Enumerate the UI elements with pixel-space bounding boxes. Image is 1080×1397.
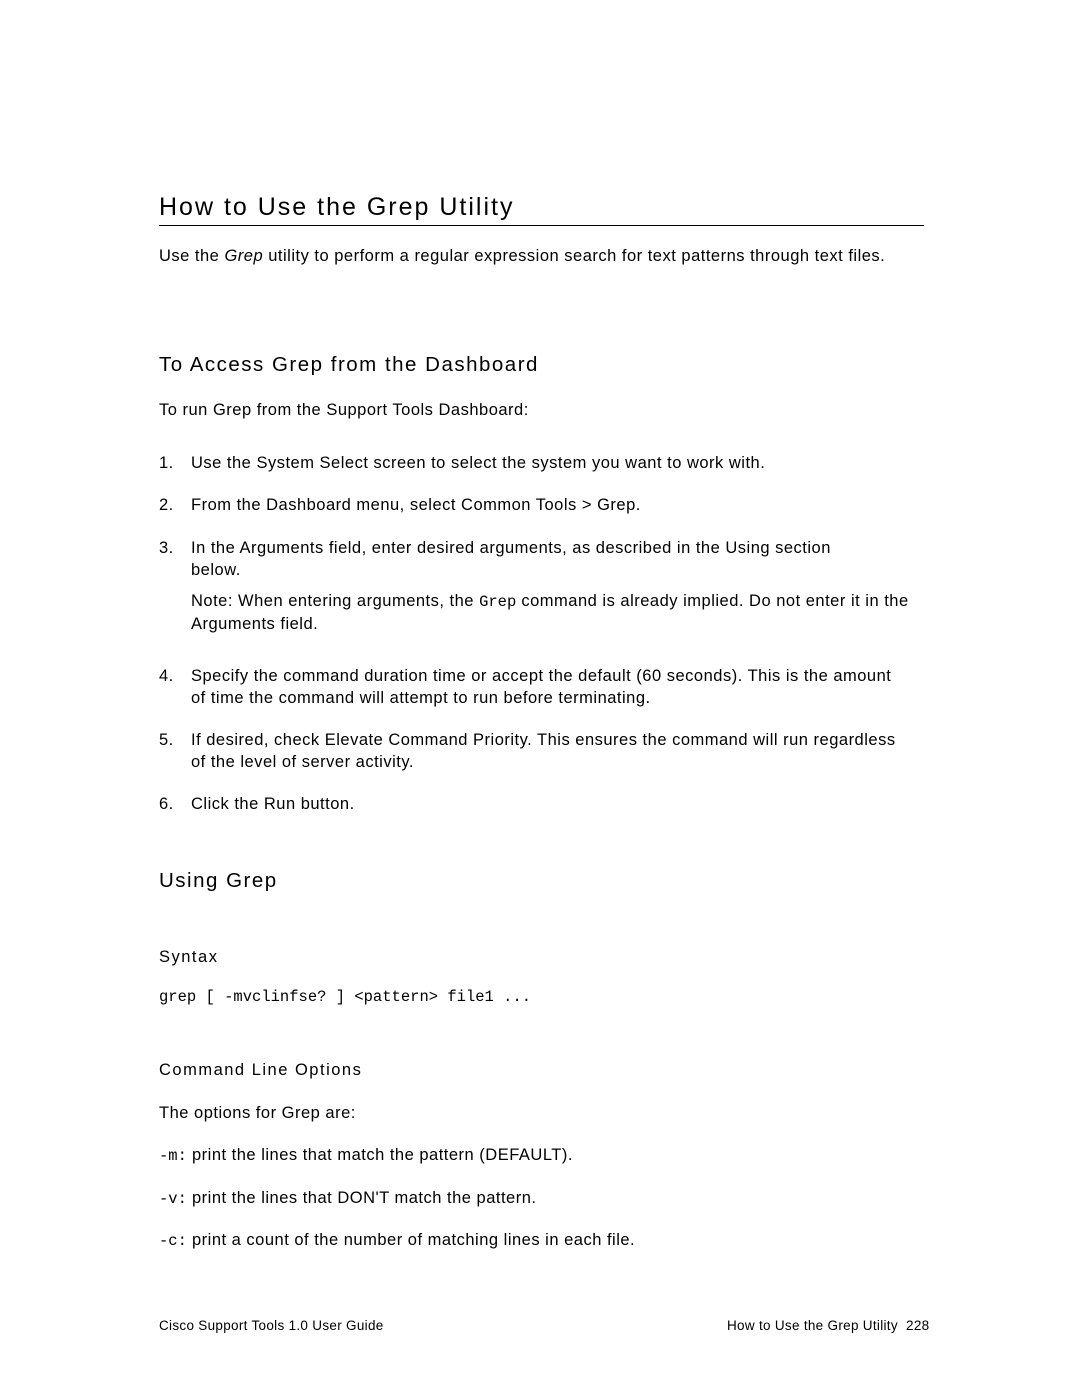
step-number: 6. bbox=[159, 795, 174, 813]
option-item bbox=[159, 1229, 929, 1252]
step-number: 4. bbox=[159, 667, 174, 685]
note-prefix: Note: When entering arguments, the bbox=[191, 592, 480, 610]
option-text: print a count of the number of matching lines in each file. bbox=[186, 1231, 636, 1249]
option-text: print the lines that DON'T match the pattern. bbox=[186, 1189, 537, 1207]
step-3 bbox=[159, 537, 859, 581]
using-section-title: Using Grep bbox=[159, 869, 278, 892]
intro-emphasis: Grep bbox=[224, 247, 264, 265]
step-2 bbox=[159, 494, 929, 516]
page-title: How to Use the Grep Utility bbox=[159, 192, 924, 226]
step-text: Click the Run button. bbox=[191, 795, 355, 813]
step-number: 2. bbox=[159, 496, 174, 514]
step-text: Use the System Select screen to select the system you want to work with. bbox=[191, 454, 766, 472]
option-flag: -c: bbox=[159, 1232, 187, 1250]
options-lead: The options for Grep are: bbox=[159, 1104, 356, 1122]
option-item bbox=[159, 1187, 929, 1210]
option-text: print the lines that match the pattern (DEFAULT). bbox=[186, 1146, 573, 1164]
step-5 bbox=[159, 729, 904, 773]
step-number: 3. bbox=[159, 539, 174, 557]
note-code: Grep bbox=[479, 593, 517, 611]
access-lead: To run Grep from the Support Tools Dashboard: bbox=[159, 401, 529, 419]
option-item bbox=[159, 1144, 929, 1167]
access-section-title: To Access Grep from the Dashboard bbox=[159, 353, 539, 376]
footer-page-info: How to Use the Grep Utility 228 bbox=[727, 1318, 930, 1333]
step-number: 1. bbox=[159, 454, 174, 472]
syntax-code: grep [ -mvclinfse? ] <pattern> file1 ... bbox=[159, 988, 532, 1006]
step-6 bbox=[159, 793, 929, 815]
step-number: 5. bbox=[159, 731, 174, 749]
step-text: From the Dashboard menu, select Common Tools > Grep. bbox=[191, 496, 641, 514]
step-4 bbox=[159, 665, 899, 709]
syntax-title: Syntax bbox=[159, 948, 219, 966]
step-text: Specify the command duration time or accept the default (60 seconds). This is the amount of time the command will attempt to run before terminating. bbox=[191, 667, 892, 707]
intro-paragraph bbox=[159, 245, 929, 267]
step-text: In the Arguments field, enter desired arguments, as described in the Using section below. bbox=[191, 539, 831, 579]
note-paragraph bbox=[191, 590, 921, 635]
note-suffix: command is already implied. Do not enter it in the Arguments field. bbox=[191, 592, 909, 633]
options-title: Command Line Options bbox=[159, 1061, 363, 1079]
step-1 bbox=[159, 452, 929, 474]
intro-suffix: utility to perform a regular expression search for text patterns through text files. bbox=[263, 247, 886, 265]
option-flag: -v: bbox=[159, 1190, 187, 1208]
step-text: If desired, check Elevate Command Priority. This ensures the command will run regardless of the level of server activity. bbox=[191, 731, 896, 771]
option-flag: -m: bbox=[159, 1147, 187, 1165]
intro-prefix: Use the bbox=[159, 247, 225, 265]
footer-guide-title: Cisco Support Tools 1.0 User Guide bbox=[159, 1318, 384, 1333]
